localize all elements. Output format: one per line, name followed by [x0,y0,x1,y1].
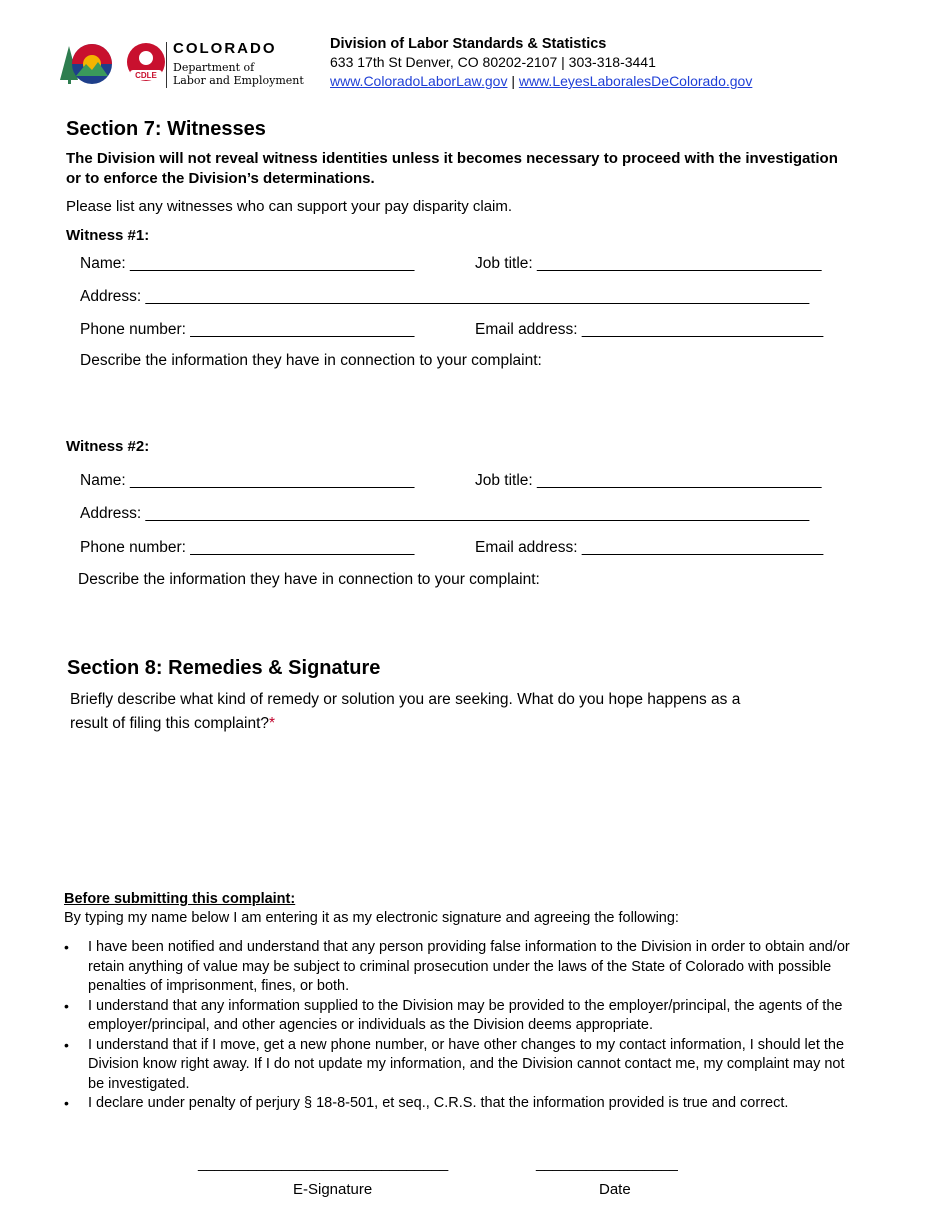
witness-2-name-field[interactable]: Name: _________________________________ [80,472,415,489]
acknowledgement-item [64,1094,864,1114]
acknowledgement-list [64,938,864,1114]
bullet-icon: • [64,997,69,1014]
section-8-title: Section 8: Remedies & Signature [67,657,381,679]
witness-2-description-area[interactable] [78,593,858,643]
acknowledgement-item [64,997,864,1036]
witness-instruction: Please list any witnesses who can support your pay disparity claim. [66,198,513,215]
colorado-cdle-logo [58,40,170,88]
org-name: COLORADO [173,40,277,57]
acknowledgement-text: I have been notified and understand that any person providing false information to the Division in order to obtain and/or retain anything of value may be subject to criminal prosecution under the laws of the State of Colorado with possible penalties of imprisonment, fines, or both. [88,939,850,994]
bullet-icon: • [64,939,69,955]
date-label: Date [599,1181,631,1198]
witness-1-email-field[interactable]: Email address: ____________________________ [475,321,824,338]
witness-2-phone-field[interactable]: Phone number: __________________________ [80,539,415,556]
witness-1-description-area[interactable] [80,374,860,430]
link-separator: | [507,73,519,89]
witness-1-address-field[interactable]: Address: _____________________________________________________________________________ [80,288,810,305]
signature-intro: By typing my name below I am entering it as my electronic signature and agreeing the following: [64,910,679,926]
witness-1-job-title-field[interactable]: Job title: _________________________________ [475,255,822,272]
division-title: Division of Labor Standards & Statistics [330,36,607,52]
remedy-response-area[interactable] [70,740,860,880]
remedy-question-line-1: Briefly describe what kind of remedy or solution you are seeking. What do you hope happens as a [70,691,741,708]
witness-2-heading: Witness #2: [66,438,150,455]
colorado-labor-law-link[interactable]: www.ColoradoLaborLaw.gov [330,73,508,89]
witness-2-job-title-field[interactable]: Job title: _________________________________ [475,472,822,489]
logo-badge-text: CDLE [135,71,157,80]
division-address: 633 17th St Denver, CO 80202-2107 | 303-318-3441 [330,54,656,70]
bullet-icon: • [64,1036,69,1053]
header-divider [166,42,167,88]
date-field[interactable]: _________________ [536,1155,678,1172]
acknowledgement-item [64,938,864,997]
acknowledgement-text: I understand that any information supplied to the Division may be provided to the employer/principal, the agents of the employer/principal, and other agencies or individuals as the Division deems appropriate. [88,997,843,1033]
witness-2-email-field[interactable]: Email address: ____________________________ [475,539,824,556]
e-signature-field[interactable]: ______________________________ [198,1155,449,1172]
department-line-1: Department of [173,61,255,74]
e-signature-label: E-Signature [293,1181,373,1198]
required-asterisk: * [269,715,276,732]
acknowledgement-item [64,1036,864,1095]
department-name [173,61,304,87]
remedy-question-line-2 [70,715,275,733]
bullet-icon: • [64,1095,69,1111]
confidentiality-notice: The Division will not reveal witness identities unless it becomes necessary to proceed with the investigation or to enforce the Division’s determinations. [66,150,838,187]
acknowledgement-text: I understand that if I move, get a new phone number, or have other changes to my contact information, I should let the Division know right away. If I do not update my information, and the Division cannot contact me, my complaint may not be investigated. [88,1036,845,1092]
acknowledgement-text: I declare under penalty of perjury § 18-8-501, et seq., C.R.S. that the information provided is true and correct. [88,1095,789,1111]
witness-2-address-field[interactable]: Address: _____________________________________________________________________________ [80,505,810,522]
leyes-laborales-link[interactable]: www.LeyesLaboralesDeColorado.gov [518,73,753,89]
department-line-2: Labor and Employment [173,74,304,87]
witness-2-describe-label: Describe the information they have in connection to your complaint: [78,571,540,588]
division-links [330,73,752,89]
witness-1-name-field[interactable]: Name: _________________________________ [80,255,415,272]
witness-1-heading: Witness #1: [66,227,150,244]
remedy-question-text: result of filing this complaint? [70,715,270,732]
witness-1-phone-field[interactable]: Phone number: __________________________ [80,321,415,338]
section-7-title: Section 7: Witnesses [66,118,266,140]
witness-1-describe-label: Describe the information they have in connection to your complaint: [80,352,542,369]
before-submitting-heading: Before submitting this complaint: [64,891,296,907]
